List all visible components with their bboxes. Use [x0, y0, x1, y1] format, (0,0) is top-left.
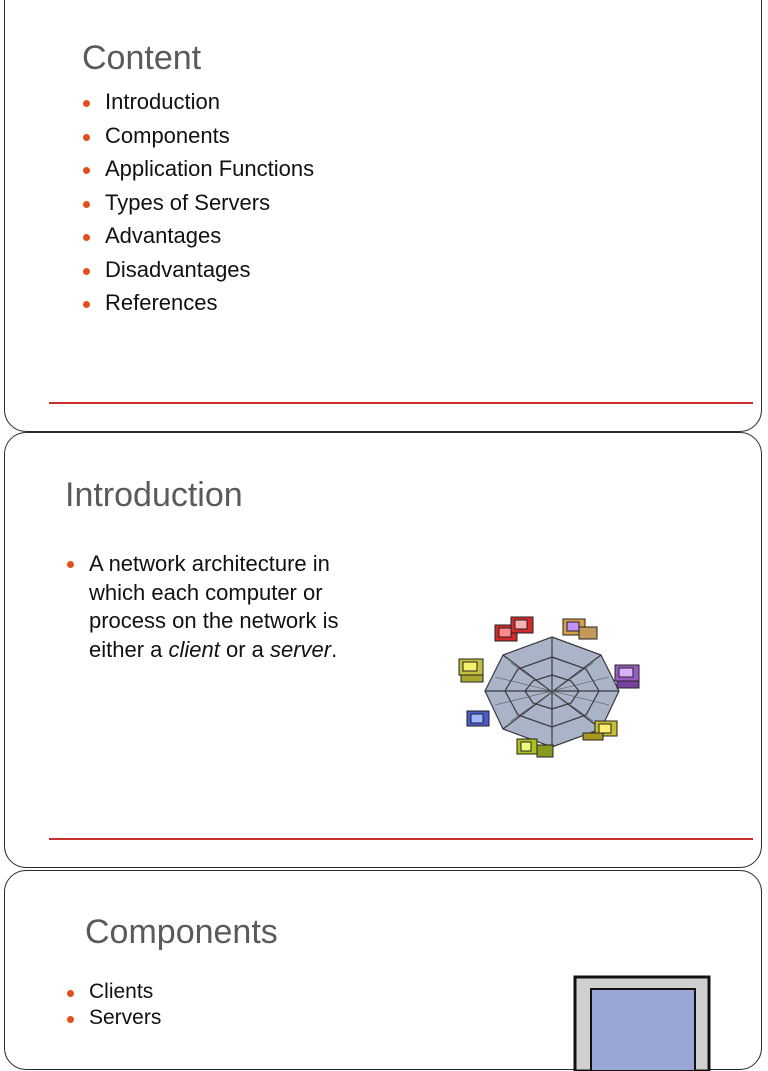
bullet-icon: [67, 561, 74, 568]
bullet-icon: [83, 301, 90, 308]
slide-components: [4, 870, 762, 1070]
client-server-network-icon: [451, 607, 653, 767]
server-term: server: [270, 636, 332, 662]
list-item: Advantages: [83, 223, 314, 257]
list-item: Disadvantages: [83, 257, 314, 291]
intro-bullet: [67, 550, 387, 664]
bullet-list: [83, 89, 314, 324]
slide-title: Content: [82, 39, 202, 77]
bullet-icon: [83, 268, 90, 275]
slide-content: [4, 0, 762, 432]
bullet-icon: [67, 990, 74, 997]
bullet-icon: [83, 100, 90, 107]
list-item: Components: [83, 123, 314, 157]
list-item: Introduction: [83, 89, 314, 123]
slide-divider: [49, 402, 753, 404]
list-item: Types of Servers: [83, 190, 314, 224]
list-item: References: [83, 290, 314, 324]
list-item: Application Functions: [83, 156, 314, 190]
slide-title: Components: [85, 913, 278, 951]
bullet-icon: [83, 201, 90, 208]
client-term: client: [168, 636, 220, 662]
bullet-icon: [83, 234, 90, 241]
intro-text: A network architecture in which each computer or process on the network is either a client or a server.: [89, 551, 339, 662]
list-item: Clients: [67, 979, 161, 1005]
bullet-list: [67, 979, 161, 1031]
list-item: Servers: [67, 1005, 161, 1031]
bullet-icon: [67, 1016, 74, 1023]
slide-divider: [49, 838, 753, 840]
bullet-icon: [83, 134, 90, 141]
bullet-icon: [83, 167, 90, 174]
slide-introduction: [4, 432, 762, 868]
slide-title: Introduction: [65, 476, 243, 514]
computer-monitor-icon: [571, 971, 717, 1071]
